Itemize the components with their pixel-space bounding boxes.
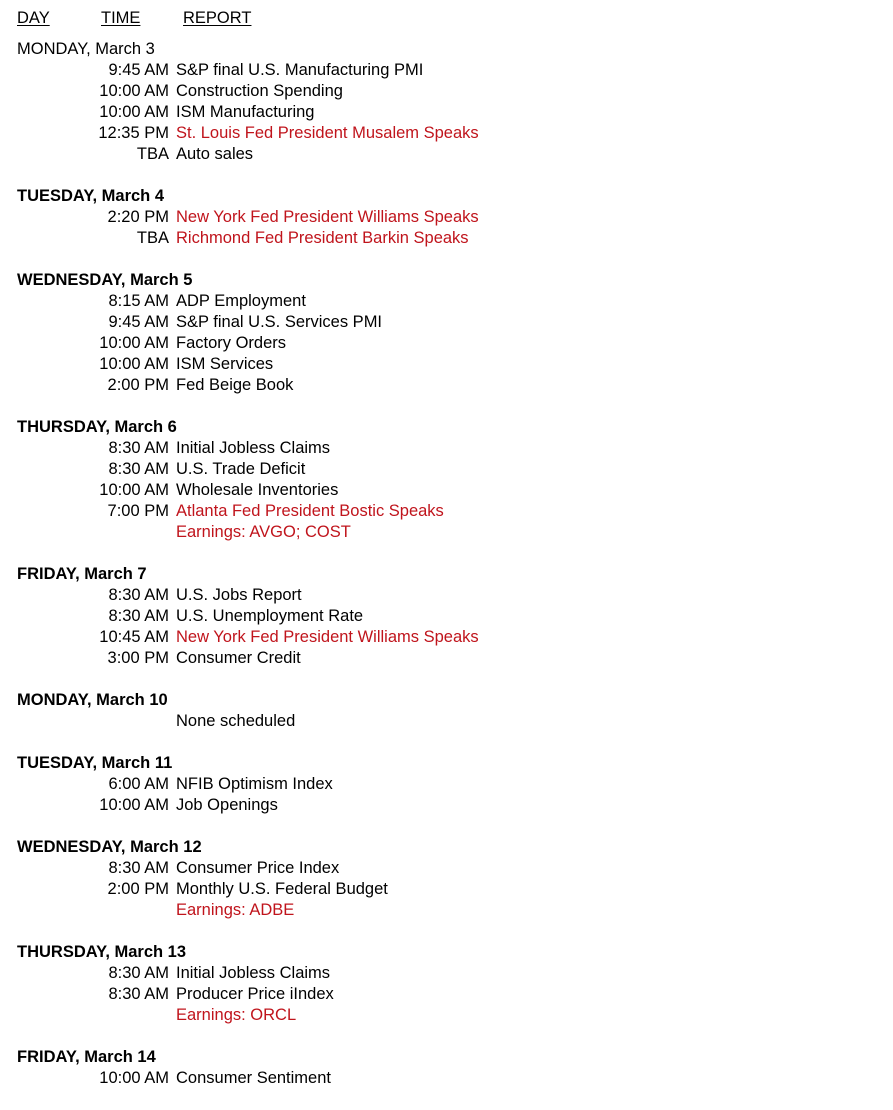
event-report: NFIB Optimism Index <box>176 775 333 793</box>
event-report: S&P final U.S. Services PMI <box>176 313 383 331</box>
event-time: 8:30 AM <box>108 859 169 877</box>
event-report-highlighted: Atlanta Fed President Bostic Speaks <box>176 502 444 520</box>
event-report: Initial Jobless Claims <box>176 964 331 982</box>
event-report-highlighted: Earnings: AVGO; COST <box>176 523 351 541</box>
day-block <box>17 270 893 396</box>
day-block <box>17 417 893 543</box>
event-time: 12:35 PM <box>98 124 169 142</box>
event-time: 10:00 AM <box>99 1069 169 1087</box>
event-time: 10:00 AM <box>99 82 169 100</box>
event-report: Producer Price iIndex <box>176 985 334 1003</box>
event-row <box>17 522 893 543</box>
event-row <box>17 60 893 81</box>
event-time: 10:00 AM <box>99 355 169 373</box>
column-header-time: TIME <box>101 9 141 27</box>
day-block <box>17 186 893 249</box>
day-title-main: WEDNESDAY, March 12 <box>17 838 202 856</box>
event-report: Consumer Credit <box>176 649 301 667</box>
event-row <box>17 375 893 396</box>
event-report: U.S. Unemployment Rate <box>176 607 364 625</box>
day-title-main: TUESDAY, March 11 <box>17 754 173 772</box>
event-report: U.S. Trade Deficit <box>176 460 306 478</box>
day-block <box>17 1047 893 1089</box>
day-title-main: WEDNESDAY, March 5 <box>17 271 193 289</box>
event-report-highlighted: Richmond Fed President Barkin Speaks <box>176 229 469 247</box>
event-row <box>17 459 893 480</box>
day-title-date: March 3 <box>90 40 155 58</box>
day-title <box>17 837 893 858</box>
event-report-highlighted: Earnings: ADBE <box>176 901 295 919</box>
event-time: 10:00 AM <box>99 481 169 499</box>
event-row <box>17 858 893 879</box>
event-time: 7:00 PM <box>107 502 169 520</box>
event-time: 10:00 AM <box>99 796 169 814</box>
event-report: ISM Manufacturing <box>176 103 315 121</box>
event-row <box>17 291 893 312</box>
event-row <box>17 879 893 900</box>
event-time: 8:15 AM <box>108 292 169 310</box>
event-report: ADP Employment <box>176 292 306 310</box>
event-report: Initial Jobless Claims <box>176 439 331 457</box>
event-time: 8:30 AM <box>108 985 169 1003</box>
day-block <box>17 942 893 1026</box>
event-time: 9:45 AM <box>108 313 169 331</box>
event-row <box>17 354 893 375</box>
day-title-main: THURSDAY, March 6 <box>17 418 177 436</box>
event-row <box>17 963 893 984</box>
day-block <box>17 39 893 165</box>
day-block <box>17 753 893 816</box>
day-title <box>17 270 893 291</box>
event-report-highlighted: Earnings: ORCL <box>176 1006 297 1024</box>
day-title <box>17 186 893 207</box>
event-time: 2:20 PM <box>107 208 169 226</box>
day-title <box>17 1047 893 1068</box>
event-time: 3:00 PM <box>107 649 169 667</box>
event-row <box>17 648 893 669</box>
event-time: 8:30 AM <box>108 460 169 478</box>
event-row <box>17 501 893 522</box>
event-report: Consumer Price Index <box>176 859 340 877</box>
event-row <box>17 480 893 501</box>
event-row <box>17 606 893 627</box>
event-row <box>17 1005 893 1026</box>
event-row <box>17 312 893 333</box>
day-title-main: TUESDAY, March 4 <box>17 187 165 205</box>
event-time: 8:30 AM <box>108 607 169 625</box>
day-list <box>17 39 893 1089</box>
event-row <box>17 144 893 165</box>
day-title <box>17 753 893 774</box>
event-row <box>17 627 893 648</box>
event-report-highlighted: New York Fed President Williams Speaks <box>176 628 479 646</box>
event-row <box>17 900 893 921</box>
day-title <box>17 690 893 711</box>
event-report-highlighted: St. Louis Fed President Musalem Speaks <box>176 124 479 142</box>
day-title <box>17 942 893 963</box>
event-row <box>17 123 893 144</box>
event-report: Wholesale Inventories <box>176 481 339 499</box>
event-time: TBA <box>136 145 169 163</box>
event-time <box>17 900 176 921</box>
event-report: Factory Orders <box>176 334 287 352</box>
event-time: 2:00 PM <box>107 376 169 394</box>
day-block <box>17 690 893 732</box>
event-row <box>17 333 893 354</box>
day-title-main: FRIDAY, March 7 <box>17 565 147 583</box>
event-time: 9:45 AM <box>108 61 169 79</box>
event-row <box>17 207 893 228</box>
event-time: 8:30 AM <box>108 964 169 982</box>
day-title-main: THURSDAY, March 13 <box>17 943 187 961</box>
event-time: 10:00 AM <box>99 334 169 352</box>
day-block <box>17 564 893 669</box>
column-header-row <box>17 8 893 29</box>
event-row <box>17 228 893 249</box>
event-row <box>17 102 893 123</box>
event-report: Job Openings <box>176 796 278 814</box>
event-row <box>17 1068 893 1089</box>
event-time <box>17 711 176 732</box>
day-title <box>17 564 893 585</box>
day-title <box>17 39 893 60</box>
event-row <box>17 774 893 795</box>
event-time: 8:30 AM <box>108 586 169 604</box>
column-header-day: DAY <box>17 9 50 27</box>
column-header-report: REPORT <box>183 9 252 27</box>
event-time: 2:00 PM <box>107 880 169 898</box>
event-report: S&P final U.S. Manufacturing PMI <box>176 61 424 79</box>
event-report: Fed Beige Book <box>176 376 294 394</box>
event-report-highlighted: New York Fed President Williams Speaks <box>176 208 479 226</box>
event-row <box>17 711 893 732</box>
event-report: Auto sales <box>176 145 254 163</box>
event-row <box>17 438 893 459</box>
event-time: 10:45 AM <box>99 628 169 646</box>
event-time: 8:30 AM <box>108 439 169 457</box>
day-title-main: FRIDAY, March 14 <box>17 1048 156 1066</box>
event-report: None scheduled <box>176 712 296 730</box>
event-report: Construction Spending <box>176 82 343 100</box>
event-time: TBA <box>136 229 169 247</box>
event-time: 6:00 AM <box>108 775 169 793</box>
day-title-main: MONDAY, March 10 <box>17 691 168 709</box>
day-title-main: MONDAY, <box>17 40 91 58</box>
event-row <box>17 81 893 102</box>
event-row <box>17 795 893 816</box>
day-title <box>17 417 893 438</box>
event-row <box>17 585 893 606</box>
event-row <box>17 984 893 1005</box>
event-report: Consumer Sentiment <box>176 1069 331 1087</box>
event-time <box>17 1005 176 1026</box>
event-report: ISM Services <box>176 355 274 373</box>
event-time: 10:00 AM <box>99 103 169 121</box>
event-time <box>17 522 176 543</box>
event-report: U.S. Jobs Report <box>176 586 302 604</box>
day-block <box>17 837 893 921</box>
event-report: Monthly U.S. Federal Budget <box>176 880 388 898</box>
